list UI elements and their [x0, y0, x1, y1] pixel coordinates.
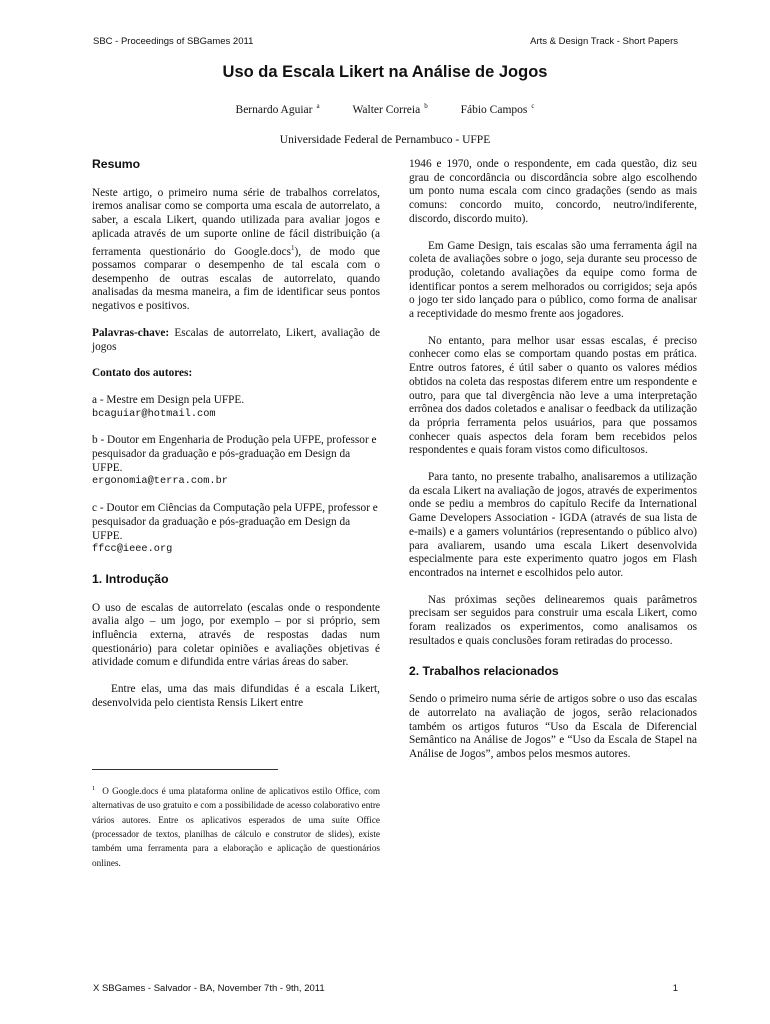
author	[352, 104, 427, 116]
author-mark: a	[316, 102, 320, 110]
author-name: Walter Correia	[352, 103, 421, 116]
running-header-left: SBC - Proceedings of SBGames 2011	[93, 36, 254, 47]
footnote-text: O Google.docs é uma plataforma online de aplicativos estilo Office, com alternativas de uso gratuito e com a possibilidade de acesso colaborativo entre vários autores. Entre os aplicativos esperados de uma suíte Office (processador de textos, planilhas de cálculo e construtor de slides), existe também uma ferramenta para a elaboração e aplicação de questionários onlines.	[92, 786, 380, 868]
keywords-label: Palavras-chave:	[92, 326, 170, 339]
left-column	[92, 158, 380, 724]
resumo-text-before: Neste artigo, o primeiro numa série de trabalhos correlatos, iremos analisar como se comporta uma escala de autorrelato, a saber, a escala Likert, quando utilizada para avaliar jogos e aplicada através de um suporte online de fácil distribuição (a ferramenta questionário do Google.docs	[92, 186, 380, 258]
author-name: Fábio Campos	[460, 103, 528, 116]
keywords-paragraph	[92, 327, 380, 354]
author-list	[0, 102, 770, 116]
contact-desc: b - Doutor em Engenharia de Produção pela UFPE, professor e pesquisador da graduação e pós-graduação em Design da UFPE.	[92, 434, 377, 474]
body-paragraph: Em Game Design, tais escalas são uma ferramenta ágil na coleta de avaliações sobre o jogo, seja durante seu processo de produção, coletando avaliações da equipe como forma de identificar pontos a serem melhorados ou corrigidos; seja após o jogo ter sido lançado para o público, como forma de analisar a receptividade do mesmo frente aos jogadores.	[409, 239, 697, 321]
contact-desc: a - Mestre em Design pela UFPE.	[92, 393, 245, 406]
author-mark: b	[424, 102, 428, 110]
intro-paragraph-1: O uso de escalas de autorrelato (escalas onde o respondente avalia algo – um jogo, por exemplo – por si próprio, sem influência externa, através de respostas dadas num questionário) para coletar opiniões e avaliações objetivas é atividade comum e difundida entre várias áreas do saber.	[92, 601, 380, 669]
footnote-rule	[92, 769, 278, 770]
resumo-text-after: ), de modo que possamos comparar o desempenho de tal escala com o desempenho de outras escalas de autorrelato, quando analisadas da mesma maneira, a fim de identificar seus pontos negativos e positivos.	[92, 245, 380, 313]
footnote-mark: 1	[92, 785, 96, 792]
section-2-heading: 2. Trabalhos relacionados	[409, 663, 559, 678]
author	[236, 104, 320, 116]
contact-email[interactable]: ergonomia@terra.com.br	[92, 475, 228, 488]
contact-email[interactable]: ffcc@ieee.org	[92, 543, 173, 556]
body-paragraph: Para tanto, no presente trabalho, analisaremos a utilização da escala Likert na avaliação de jogos, através de experimentos onde se pediu a membros do capítulo Recife da International Game Developers Association - IGDA (através de sua lista de e-mails) e a gamers voluntários (representando o público alvo) para avaliarem, usando uma escala Likert desenvolvida especialmente para este experimento quatro jogos em Flash encontrados na internet e escolhidos pelo autor.	[409, 471, 697, 579]
contact-heading: Contato dos autores:	[92, 367, 193, 380]
footnote	[92, 782, 380, 870]
body-paragraph: Nas próximas seções delinearemos quais parâmetros precisam ser seguidos para construir uma escala Likert, como foram realizados os experimentos, como analisamos os resultados e quais conclusões foram retiradas do processo.	[409, 593, 697, 647]
contact-desc: c - Doutor em Ciências da Computação pela UFPE, professor e pesquisador da graduação e pós-graduação em Design da UFPE.	[92, 502, 378, 542]
resumo-paragraph	[92, 187, 380, 314]
keywords-text: Escalas de autorrelato, Likert, avaliação de jogos	[92, 326, 380, 353]
running-header-right: Arts & Design Track - Short Papers	[530, 36, 678, 47]
author-name: Bernardo Aguiar	[235, 103, 313, 116]
contact-entry-c	[92, 502, 380, 557]
page-number: 1	[672, 983, 678, 994]
author-mark: c	[531, 102, 535, 110]
paper-title: Uso da Escala Likert na Análise de Jogos	[222, 63, 548, 81]
body-paragraph: No entanto, para melhor usar essas escalas, é preciso conhecer como elas se comportam quando postas em prática. Entre outros fatores, é útil saber o quanto os valores médios obtidos na coleta das respostas diferem entre um respondente e outro, para que tal divergência não leve a uma interpretação errônea dos dados coletados e analisar o feedback da utilização da própria ferramenta pelos usuários, para que possamos conhecer quais aspectos dela foram bem recebidos pelos respondentes e quais foram vistos como dificultosos.	[409, 334, 697, 457]
resumo-heading: Resumo	[92, 157, 141, 171]
body-paragraph: 1946 e 1970, onde o respondente, em cada questão, diz seu grau de concordância ou discordância sobre algo escolhendo um ponto numa escala com cinco gradações (sendo as mais comuns: concordo muito, concordo, neutro/indiferente, discordo, discordo muito).	[409, 158, 697, 225]
contact-entry-a	[92, 394, 380, 421]
body-paragraph: Sendo o primeiro numa série de artigos sobre o uso das escalas de autorrelato na avaliação de jogos, serão relacionados também os artigos futuros “Uso da Escala de Diferencial Semântico na Análise de Jogos” e “Uso da Escala de Stapel na Análise de Jogos”, ambos pelos mesmos autores.	[409, 693, 697, 761]
contact-entry-b	[92, 434, 380, 489]
footer-conference: X SBGames - Salvador - BA, November 7th - 9th, 2011	[93, 983, 325, 994]
author	[461, 104, 535, 116]
intro-heading: 1. Introdução	[92, 571, 169, 586]
intro-paragraph-2: Entre elas, uma das mais difundidas é a escala Likert, desenvolvida pelo cientista Rensis Likert entre	[92, 683, 380, 709]
footnote-ref: 1	[291, 243, 295, 252]
right-column	[409, 158, 697, 775]
affiliation: Universidade Federal de Pernambuco - UFPE	[279, 134, 491, 146]
contact-email[interactable]: bcaguiar@hotmail.com	[92, 407, 216, 420]
